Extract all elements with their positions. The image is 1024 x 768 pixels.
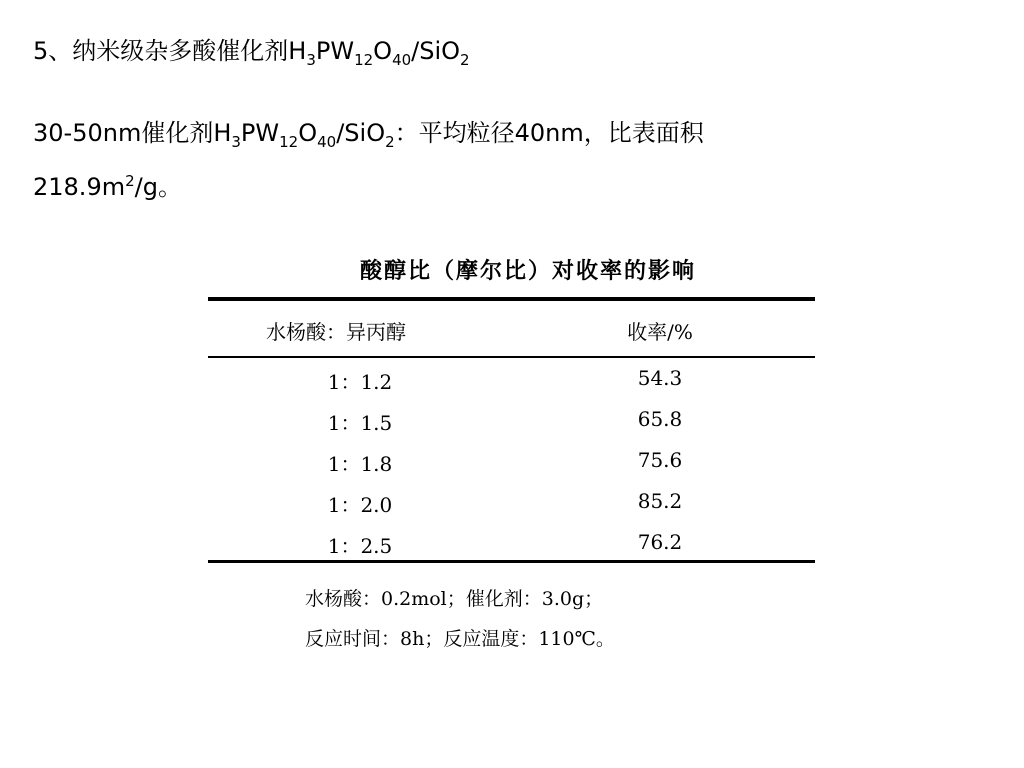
heading-sub-1: 3: [306, 51, 316, 69]
heading-mid-3: /SiO: [411, 37, 461, 65]
heading-sub-3: 40: [392, 51, 412, 69]
row-2-yield: 65.8: [637, 407, 683, 431]
heading-sub-4: 2: [460, 51, 470, 69]
row-5-ratio: 1：2.5: [327, 534, 393, 558]
row-1-ratio: 1：1.2: [327, 370, 393, 394]
desc-sub-3: 40: [317, 133, 337, 151]
catalyst-description: [33, 118, 704, 151]
surface-area-line: [33, 172, 182, 202]
heading-prefix: 5、纳米级杂多酸催化剂H: [33, 37, 307, 65]
heading-sub-2: 12: [354, 51, 374, 69]
table-note-2: 反应时间：8h；反应温度：110℃。: [305, 628, 615, 650]
desc-suffix: ：平均粒径40nm，比表面积: [394, 119, 704, 147]
desc-mid-2: O: [298, 119, 318, 147]
table-note-1: 水杨酸：0.2mol；催化剂：3.0g；: [305, 588, 604, 610]
header-yield: 收率/%: [627, 320, 693, 344]
row-1-yield: 54.3: [637, 366, 683, 390]
table-header-rule: [208, 356, 815, 358]
desc-sub-1: 3: [231, 133, 241, 151]
heading-mid-2: O: [373, 37, 393, 65]
table-bottom-rule: [208, 560, 815, 563]
table-title: 酸醇比（摩尔比）对收率的影响: [360, 258, 697, 284]
surface-area-unit: /g。: [134, 173, 182, 201]
slide-heading: [33, 36, 470, 69]
surface-area-sup: 2: [125, 172, 135, 190]
row-2-ratio: 1：1.5: [327, 411, 393, 435]
desc-sub-4: 2: [385, 133, 395, 151]
desc-sub-2: 12: [279, 133, 299, 151]
desc-prefix: 30-50nm催化剂H: [33, 119, 232, 147]
surface-area-value: 218.9m: [33, 173, 126, 201]
row-4-ratio: 1：2.0: [327, 493, 393, 517]
desc-mid-3: /SiO: [336, 119, 386, 147]
table-top-rule: [208, 297, 815, 301]
row-4-yield: 85.2: [637, 489, 683, 513]
row-3-yield: 75.6: [637, 448, 683, 472]
row-3-ratio: 1：1.8: [327, 452, 393, 476]
heading-mid-1: PW: [315, 37, 355, 65]
header-ratio: 水杨酸：异丙醇: [266, 320, 406, 344]
desc-mid-1: PW: [240, 119, 280, 147]
row-5-yield: 76.2: [637, 530, 683, 554]
